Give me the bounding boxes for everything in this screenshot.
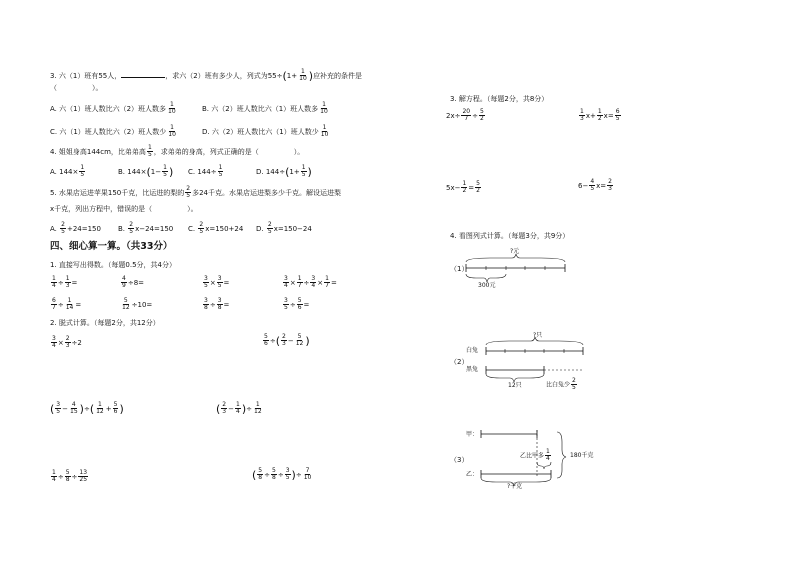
stepwise-calc-heading: 2. 脱式计算。（每题2分，共12分） (50, 319, 160, 327)
calc-item[interactable]: $\frac{5}{6}$ ÷( $\frac{2}{3}$ − $\frac{5}{12}$ ) (264, 333, 310, 348)
q5-line2: x千克，列出方程中，错误的是（ ）。 (50, 205, 198, 213)
equation-item[interactable]: $\frac{1}{3}$ x+ $\frac{1}{2}$ x= $\frac{6}{5}$ (580, 108, 620, 123)
oral-item[interactable]: $\frac{5}{12}$ ÷10= (122, 297, 153, 312)
calc-item[interactable]: ( $\frac{2}{3}$ − $\frac{1}{4}$ )÷ $\frac{1}{12}$ (216, 401, 262, 416)
diagram-2-note: 比白兔少 $\frac{2}{5}$ (546, 377, 576, 392)
q3-answer-paren[interactable]: （ ）。 (50, 84, 103, 92)
calc-item[interactable]: $\frac{1}{4}$ ÷ $\frac{5}{8}$ ÷ $\frac{13}{25}$ (52, 469, 88, 484)
q5-line1: 5. 水果店运进苹果150千克，比运进的梨的 $\frac{2}{5}$ 多24千克。水果店运进梨多少千克。解设运进梨 (50, 185, 342, 200)
diagram-3-total: 180千克 (570, 452, 594, 459)
q5-option-a[interactable]: A. $\frac{2}{5}$ +24=150 (50, 221, 101, 236)
section-four-heading: 四、细心算一算。（共33分） (50, 241, 173, 252)
diagram-3-note: 乙比甲多 $\frac{1}{4}$ (520, 448, 550, 463)
q3-option-a[interactable]: A. 六（1）班人数比六（2）班人数多 $\frac{1}{10}$ (50, 101, 176, 116)
equation-item[interactable]: 5x− $\frac{1}{2}$ = $\frac{5}{2}$ (446, 180, 480, 195)
q4-stem: 4. 姐姐身高144cm，比弟弟高 $\frac{1}{5}$ ，求弟弟的身高，列式正确的是（ ）。 (50, 144, 305, 159)
q3-line1: 3. 六（1）班有55人， ，求六（2）班有多少人，列式为55÷(1+ $\frac{1}{10}$ )应补充的条件是 (50, 68, 363, 83)
q3-option-b[interactable]: B. 六（2）班人数比六（1）班人数多 $\frac{1}{10}$ (202, 101, 328, 116)
diagram-1-top-label: ?元 (510, 248, 520, 255)
calc-item[interactable]: $\frac{3}{4}$ × $\frac{2}{3}$ ÷2 (52, 335, 82, 350)
equation-item[interactable]: 2x÷ $\frac{20}{7}$ ÷ $\frac{5}{2}$ (446, 108, 484, 123)
diagram-2-black-label: 黑兔 (466, 366, 479, 373)
solve-equation-heading: 3. 解方程。（每题2分，共8分） (450, 95, 549, 103)
oral-item[interactable]: $\frac{3}{8}$ ÷ $\frac{3}{8}$ = (204, 297, 230, 312)
calc-item[interactable]: ( $\frac{5}{8}$ ÷ $\frac{5}{8}$ ÷ $\frac{3}{5}$ )÷ $\frac{7}{10}$ (252, 467, 312, 482)
q3-option-d[interactable]: D. 六（2）班人数比六（1）班人数少 $\frac{1}{10}$ (202, 124, 329, 139)
oral-item[interactable]: $\frac{1}{4}$ ÷ $\frac{1}{3}$ = (52, 275, 78, 290)
calc-item[interactable]: ( $\frac{3}{5}$ − $\frac{4}{15}$ )÷( $\frac{1}{12}$ + $\frac{5}{6}$ ) (50, 401, 124, 416)
diagram-calc-heading: 4. 看图列式计算。（每题3分，共9分） (450, 232, 570, 240)
diagram-3-jia-label: 甲： (466, 431, 479, 438)
oral-item[interactable]: $\frac{3}{5}$ × $\frac{3}{5}$ = (204, 275, 230, 290)
diagram-2-white-label: 白兔 (466, 347, 479, 354)
diagram-3-label: （3） (450, 456, 469, 464)
oral-item[interactable]: $\frac{6}{7}$ ÷ $\frac{1}{14}$ = (52, 297, 82, 312)
equation-item[interactable]: 6− $\frac{4}{5}$ x= $\frac{2}{3}$ (578, 178, 612, 193)
diagram-3-bottom-label: ?千克 (507, 483, 523, 490)
q5-option-c[interactable]: C. $\frac{2}{5}$ x=150+24 (188, 221, 244, 236)
q4-option-b[interactable]: B. 144×(1− $\frac{1}{5}$ ) (118, 164, 174, 179)
diagram-3-yi-label: 乙： (466, 471, 479, 478)
diagram-2-label: （2） (450, 358, 469, 366)
diagram-1-label: （1） (450, 265, 469, 273)
q3-option-c[interactable]: C. 六（1）班人数比六（2）班人数少 $\frac{1}{10}$ (50, 124, 176, 139)
q4-option-c[interactable]: C. 144÷ $\frac{1}{5}$ (188, 164, 223, 179)
diagram-1-bottom-label: 300元 (478, 282, 496, 289)
diagram-2-bottom-label: 12只 (508, 382, 522, 389)
oral-item[interactable]: $\frac{3}{4}$ × $\frac{1}{7}$ ÷ $\frac{3}{4}$ × $\frac{1}{7}$ = (284, 275, 337, 290)
q5-option-b[interactable]: B. $\frac{2}{5}$ x−24=150 (118, 221, 174, 236)
oral-item[interactable]: $\frac{3}{5}$ ÷ $\frac{5}{6}$ = (284, 297, 310, 312)
q5-option-d[interactable]: D. $\frac{2}{5}$ x=150−24 (256, 221, 312, 236)
oral-calc-heading: 1. 直接写出得数。（每题0.5分，共4分） (50, 261, 176, 269)
q4-option-a[interactable]: A. 144× $\frac{1}{5}$ (50, 164, 85, 179)
q4-option-d[interactable]: D. 144÷(1+ $\frac{1}{5}$ ) (256, 164, 312, 179)
oral-item[interactable]: $\frac{4}{9}$ ÷8= (122, 275, 145, 290)
diagram-2-top-label: ?只 (533, 332, 543, 339)
